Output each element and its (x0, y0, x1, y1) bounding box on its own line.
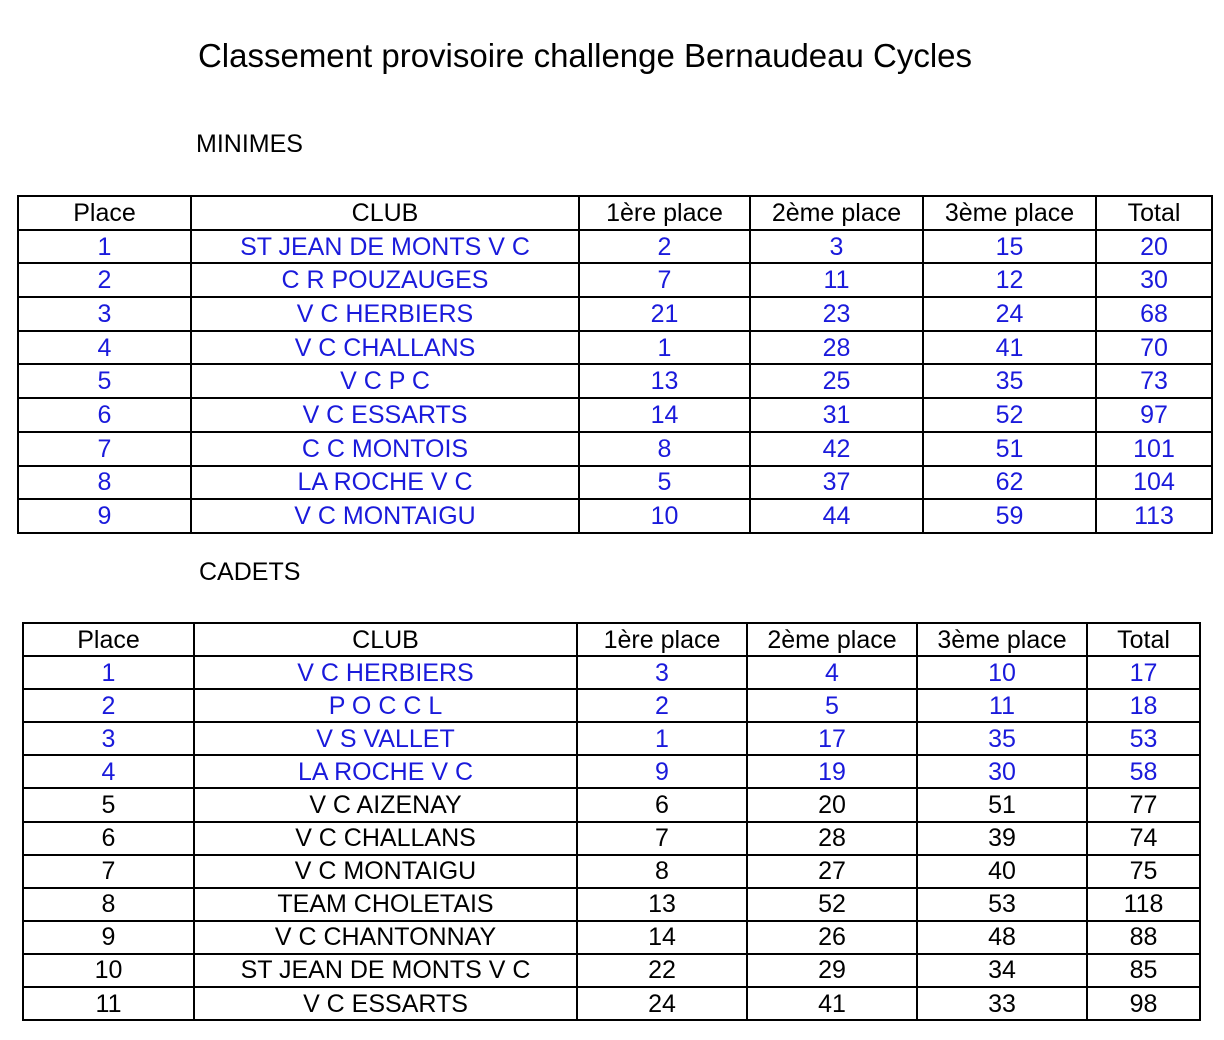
column-header-club: CLUB (191, 196, 579, 230)
cell-club: V C CHALLANS (194, 822, 577, 855)
cell-3eme-place: 62 (923, 466, 1096, 500)
cell-3eme-place: 12 (923, 263, 1096, 297)
cell-club: V C MONTAIGU (191, 499, 579, 533)
cell-1ere-place: 3 (577, 656, 747, 689)
cell-2eme-place: 41 (747, 987, 917, 1020)
cell-2eme-place: 20 (747, 788, 917, 821)
cell-1ere-place: 1 (579, 331, 750, 365)
cell-club: TEAM CHOLETAIS (194, 888, 577, 921)
cell-total: 30 (1096, 263, 1212, 297)
cell-place: 2 (23, 689, 194, 722)
cell-3eme-place: 10 (917, 656, 1087, 689)
cell-total: 17 (1087, 656, 1200, 689)
cell-1ere-place: 7 (577, 822, 747, 855)
table-row (18, 297, 1212, 331)
cell-place: 11 (23, 987, 194, 1020)
cell-2eme-place: 28 (747, 822, 917, 855)
table-row (23, 987, 1200, 1020)
cell-total: 118 (1087, 888, 1200, 921)
table-row (18, 230, 1212, 264)
cell-total: 73 (1096, 364, 1212, 398)
minimes-standings-table (17, 195, 1213, 534)
section-label-minimes: MINIMES (196, 130, 303, 158)
cell-1ere-place: 2 (579, 230, 750, 264)
cell-club: V C HERBIERS (194, 656, 577, 689)
column-header-2eme-place: 2ème place (747, 623, 917, 656)
cell-2eme-place: 29 (747, 954, 917, 987)
table-row (23, 954, 1200, 987)
column-header-place: Place (23, 623, 194, 656)
cell-1ere-place: 10 (579, 499, 750, 533)
column-header-2eme-place: 2ème place (750, 196, 923, 230)
cell-2eme-place: 52 (747, 888, 917, 921)
table-row (18, 331, 1212, 365)
cell-1ere-place: 13 (577, 888, 747, 921)
cell-2eme-place: 17 (747, 722, 917, 755)
cell-place: 5 (18, 364, 191, 398)
cell-place: 9 (23, 921, 194, 954)
cell-total: 85 (1087, 954, 1200, 987)
cell-1ere-place: 5 (579, 466, 750, 500)
cell-place: 1 (23, 656, 194, 689)
table-row (18, 263, 1212, 297)
cell-2eme-place: 4 (747, 656, 917, 689)
table-row (23, 822, 1200, 855)
cell-club: V C CHALLANS (191, 331, 579, 365)
table-row (23, 921, 1200, 954)
cell-3eme-place: 41 (923, 331, 1096, 365)
cell-3eme-place: 59 (923, 499, 1096, 533)
cell-3eme-place: 51 (923, 432, 1096, 466)
cell-1ere-place: 14 (577, 921, 747, 954)
cell-place: 5 (23, 788, 194, 821)
cell-place: 3 (18, 297, 191, 331)
section-label-cadets: CADETS (199, 558, 301, 586)
table-row (23, 788, 1200, 821)
cell-total: 104 (1096, 466, 1212, 500)
cell-1ere-place: 24 (577, 987, 747, 1020)
cell-3eme-place: 52 (923, 398, 1096, 432)
table-row (23, 689, 1200, 722)
cell-club: P O C C L (194, 689, 577, 722)
cell-total: 97 (1096, 398, 1212, 432)
cell-club: V S VALLET (194, 722, 577, 755)
cell-total: 18 (1087, 689, 1200, 722)
column-header-total: Total (1087, 623, 1200, 656)
cell-club: ST JEAN DE MONTS V C (194, 954, 577, 987)
cell-2eme-place: 11 (750, 263, 923, 297)
table-row (18, 432, 1212, 466)
cell-place: 3 (23, 722, 194, 755)
cell-2eme-place: 5 (747, 689, 917, 722)
cell-total: 77 (1087, 788, 1200, 821)
cell-3eme-place: 39 (917, 822, 1087, 855)
cell-3eme-place: 51 (917, 788, 1087, 821)
table-row (23, 888, 1200, 921)
cell-club: LA ROCHE V C (194, 755, 577, 788)
cell-total: 53 (1087, 722, 1200, 755)
column-header-3eme-place: 3ème place (923, 196, 1096, 230)
table-row (23, 722, 1200, 755)
cell-total: 68 (1096, 297, 1212, 331)
cell-1ere-place: 6 (577, 788, 747, 821)
cell-place: 1 (18, 230, 191, 264)
cell-2eme-place: 19 (747, 755, 917, 788)
column-header-1ere-place: 1ère place (579, 196, 750, 230)
cell-club: V C MONTAIGU (194, 855, 577, 888)
cell-club: ST JEAN DE MONTS V C (191, 230, 579, 264)
page-title: Classement provisoire challenge Bernaudeau Cycles (197, 37, 973, 74)
cell-3eme-place: 30 (917, 755, 1087, 788)
cell-place: 8 (18, 466, 191, 500)
column-header-club: CLUB (194, 623, 577, 656)
cell-2eme-place: 23 (750, 297, 923, 331)
cell-total: 20 (1096, 230, 1212, 264)
cell-place: 10 (23, 954, 194, 987)
cell-total: 74 (1087, 822, 1200, 855)
cell-1ere-place: 13 (579, 364, 750, 398)
cell-3eme-place: 33 (917, 987, 1087, 1020)
table-header-row (23, 623, 1200, 656)
cell-1ere-place: 7 (579, 263, 750, 297)
cell-place: 2 (18, 263, 191, 297)
cell-3eme-place: 40 (917, 855, 1087, 888)
cell-1ere-place: 1 (577, 722, 747, 755)
table-row (23, 656, 1200, 689)
cell-place: 9 (18, 499, 191, 533)
cell-total: 113 (1096, 499, 1212, 533)
cell-1ere-place: 22 (577, 954, 747, 987)
cell-club: LA ROCHE V C (191, 466, 579, 500)
table-row (18, 466, 1212, 500)
cell-club: V C P C (191, 364, 579, 398)
cell-1ere-place: 21 (579, 297, 750, 331)
cell-total: 58 (1087, 755, 1200, 788)
column-header-place: Place (18, 196, 191, 230)
cell-place: 7 (18, 432, 191, 466)
cell-total: 101 (1096, 432, 1212, 466)
cell-club: V C ESSARTS (194, 987, 577, 1020)
cell-place: 6 (18, 398, 191, 432)
table-header-row (18, 196, 1212, 230)
column-header-3eme-place: 3ème place (917, 623, 1087, 656)
cell-club: C C MONTOIS (191, 432, 579, 466)
cell-club: V C CHANTONNAY (194, 921, 577, 954)
cell-place: 7 (23, 855, 194, 888)
table-row (18, 398, 1212, 432)
cell-total: 88 (1087, 921, 1200, 954)
column-header-total: Total (1096, 196, 1212, 230)
table-row (18, 499, 1212, 533)
cell-2eme-place: 25 (750, 364, 923, 398)
cell-1ere-place: 8 (577, 855, 747, 888)
cell-3eme-place: 35 (923, 364, 1096, 398)
cell-2eme-place: 44 (750, 499, 923, 533)
table-row (18, 364, 1212, 398)
cell-place: 4 (18, 331, 191, 365)
cell-club: V C AIZENAY (194, 788, 577, 821)
cell-2eme-place: 37 (750, 466, 923, 500)
cell-1ere-place: 2 (577, 689, 747, 722)
cell-1ere-place: 14 (579, 398, 750, 432)
cell-total: 98 (1087, 987, 1200, 1020)
cell-3eme-place: 35 (917, 722, 1087, 755)
cell-club: V C ESSARTS (191, 398, 579, 432)
table-row (23, 855, 1200, 888)
cadets-standings-table (22, 622, 1201, 1021)
cell-total: 75 (1087, 855, 1200, 888)
cell-3eme-place: 11 (917, 689, 1087, 722)
cell-place: 6 (23, 822, 194, 855)
cell-2eme-place: 42 (750, 432, 923, 466)
cell-2eme-place: 26 (747, 921, 917, 954)
cell-1ere-place: 9 (577, 755, 747, 788)
cell-2eme-place: 3 (750, 230, 923, 264)
cell-club: V C HERBIERS (191, 297, 579, 331)
table-row (23, 755, 1200, 788)
cell-total: 70 (1096, 331, 1212, 365)
cell-3eme-place: 15 (923, 230, 1096, 264)
cell-place: 8 (23, 888, 194, 921)
cell-3eme-place: 34 (917, 954, 1087, 987)
cell-2eme-place: 27 (747, 855, 917, 888)
cell-club: C R POUZAUGES (191, 263, 579, 297)
cell-2eme-place: 31 (750, 398, 923, 432)
cell-place: 4 (23, 755, 194, 788)
column-header-1ere-place: 1ère place (577, 623, 747, 656)
cell-3eme-place: 48 (917, 921, 1087, 954)
cell-3eme-place: 24 (923, 297, 1096, 331)
cell-1ere-place: 8 (579, 432, 750, 466)
cell-3eme-place: 53 (917, 888, 1087, 921)
cell-2eme-place: 28 (750, 331, 923, 365)
